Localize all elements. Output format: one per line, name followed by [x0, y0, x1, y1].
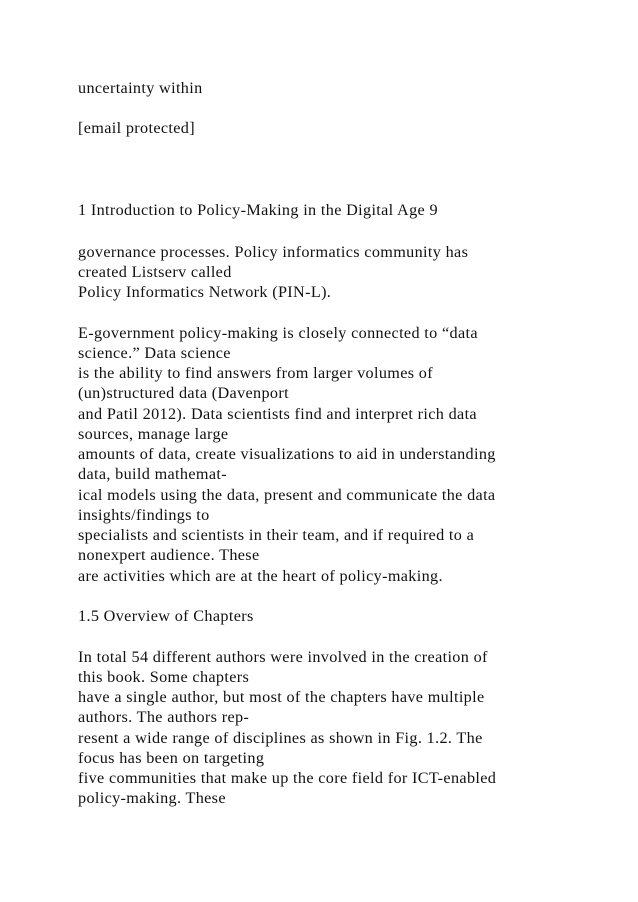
text-line: this book. Some chapters — [78, 668, 250, 686]
text-line: authors. The authors rep- — [78, 708, 250, 726]
text-line: and Patil 2012). Data scientists find and interpret rich data — [78, 405, 477, 423]
email-text: [email protected] — [78, 119, 195, 137]
text-line: amounts of data, create visualizations to aid in understanding — [78, 445, 496, 463]
text-line: are activities which are at the heart of policy-making. — [78, 567, 443, 585]
text-line: sources, manage large — [78, 425, 229, 443]
text-line: five communities that make up the core field for ICT-enabled — [78, 769, 497, 787]
text-line: policy-making. These — [78, 789, 226, 807]
section-heading: 1.5 Overview of Chapters — [78, 607, 254, 625]
text-line: E-government policy-making is closely connected to “data — [78, 324, 478, 342]
text-line: created Listserv called — [78, 263, 232, 281]
text-line: is the ability to find answers from larger volumes of — [78, 364, 433, 382]
text-line: Policy Informatics Network (PIN-L). — [78, 283, 332, 301]
text-line: specialists and scientists in their team, and if required to a — [78, 526, 475, 544]
text-line: data, build mathemat- — [78, 465, 227, 483]
text-line: ical models using the data, present and communicate the data — [78, 486, 496, 504]
text-line: uncertainty within — [78, 79, 203, 97]
text-line: (un)structured data (Davenport — [78, 384, 289, 402]
text-line: have a single author, but most of the chapters have multiple — [78, 688, 485, 706]
text-line: science.” Data science — [78, 344, 231, 362]
running-header: 1 Introduction to Policy-Making in the Digital Age 9 — [78, 201, 438, 219]
text-line: resent a wide range of disciplines as shown in Fig. 1.2. The — [78, 729, 483, 747]
text-line: insights/findings to — [78, 506, 210, 524]
text-line: nonexpert audience. These — [78, 546, 260, 564]
text-line: In total 54 different authors were involved in the creation of — [78, 648, 488, 666]
text-line: focus has been on targeting — [78, 749, 265, 767]
text-line: governance processes. Policy informatics community has — [78, 243, 469, 261]
